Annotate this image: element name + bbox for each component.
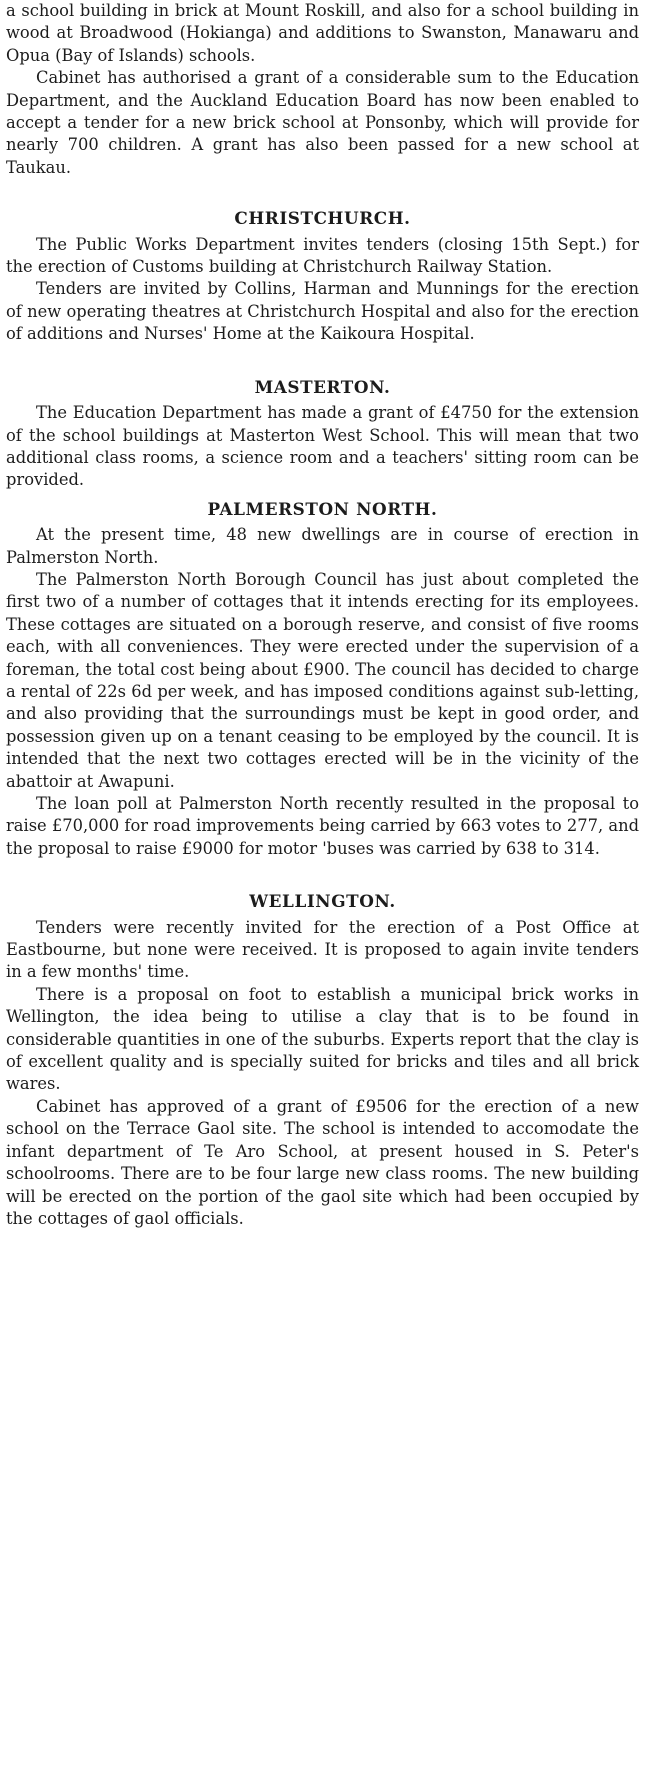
section-auckland	[6, 0, 639, 179]
paragraph: Tenders were recently invited for the erection of a Post Office at Eastbourne, but none were received. It is proposed to again invite tenders in a few months' time.	[6, 917, 639, 982]
paragraph: Cabinet has approved of a grant of £9506 for the erection of a new school on the Terrace Gaol site. The school is intended to accomodate the infant department of Te Aro School, at present housed in S. Peter's schoolrooms. There are to be four large new class rooms. The new building will be erected on the portion of the gaol site which had been occupied by the cottages of gaol officials.	[6, 1096, 639, 1228]
paragraph: The Public Works Department invites tenders (closing 15th Sept.) for the erection of Customs building at Christchurch Railway Station.	[6, 234, 639, 277]
section-heading: CHRISTCHURCH.	[234, 208, 411, 229]
paragraph: The loan poll at Palmerston North recently resulted in the proposal to raise £70,000 for road improvements being carried by 663 votes to 277, and the proposal to raise £9000 for motor 'buses was carried by 638 to 314.	[6, 794, 639, 858]
paragraph: a school building in brick at Mount Roskill, and also for a school building in wood at Broadwood (Hokianga) and additions to Swanston, Manawaru and Opua (Bay of Islands) schools.	[6, 1, 639, 65]
paragraph: There is a proposal on foot to establish a municipal brick works in Wellington, the idea being to utilise a clay that is to be found in considerable quantities in one of the suburbs. Experts report that the clay is of excellent quality and is specially suited for bricks and tiles and all brick wares.	[6, 984, 639, 1094]
section-wellington	[6, 890, 639, 1230]
paragraph: The Palmerston North Borough Council has just about completed the first two of a number of cottages that it intends erecting for its employees. These cottages are situated on a borough reserve, and consist of five rooms each, with all conveniences. They were erected under the supervision of a foreman, the total cost being about £900. The council has decided to charge a rental of 22s 6d per week, and has imposed conditions against sub-letting, and also providing that the surroundings must be kept in good order, and possession given up on a tenant ceasing to be employed by the council. It is intended that the next two cottages erected will be in the vicinity of the abattoir at Awapuni.	[6, 569, 639, 791]
paragraph: At the present time, 48 new dwellings are in course of erection in Palmerston North.	[6, 525, 639, 567]
paragraph: The Education Department has made a grant of £4750 for the extension of the school buildings at Masterton West School. This will mean that two additional class rooms, a science room and a teachers' sitting room can be provided.	[6, 403, 639, 490]
section-heading: MASTERTON.	[254, 376, 391, 397]
paragraph: Tenders are invited by Collins, Harman and Munnings for the erection of new operating theatres at Christchurch Hospital and also for the erection of additions and Nurses' Home at the Kaikoura Hospital.	[6, 279, 639, 344]
section-heading: WELLINGTON.	[249, 891, 396, 912]
section-christchurch	[6, 207, 639, 345]
paragraph: Cabinet has authorised a grant of a considerable sum to the Education Department, and the Auckland Education Board has now been enabled to accept a tender for a new brick school at Ponsonby, which will provide for nearly 700 children. A grant has also been passed for a new school at Taukau.	[6, 68, 639, 177]
section-palmerston-north	[6, 498, 639, 861]
section-heading: PALMERSTON NORTH.	[207, 498, 438, 519]
section-masterton	[6, 376, 639, 492]
